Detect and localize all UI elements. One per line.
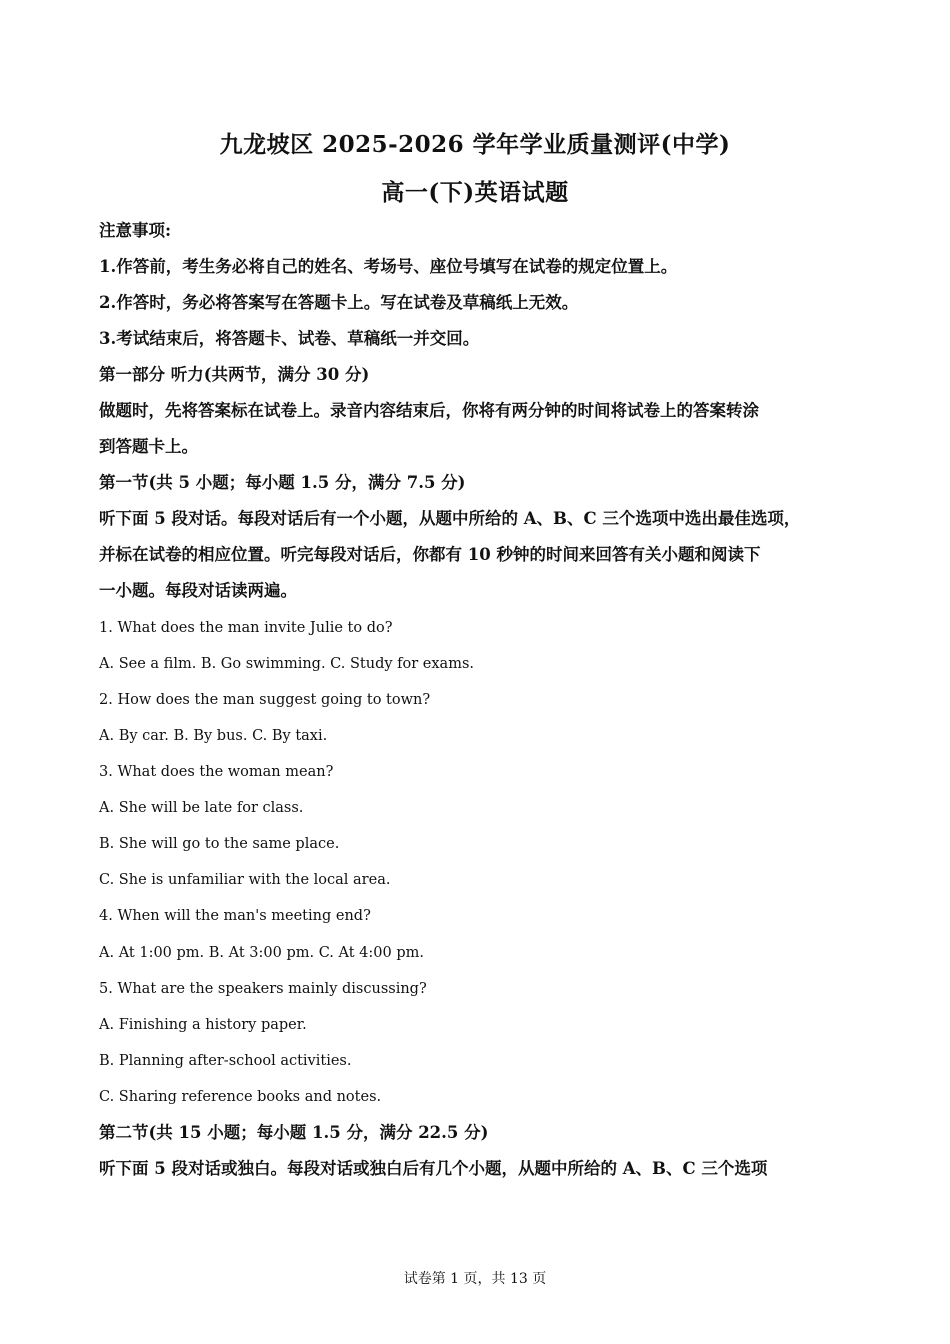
question-options: A. By car. B. By bus. C. By taxi. [99,728,328,744]
section1-heading: 第一节(共 5 小题；每小题 1.5 分，满分 7.5 分) [99,473,466,492]
part1-heading: 第一部分 听力(共两节，满分 30 分) [99,365,370,384]
question-option: C. She is unfamiliar with the local area. [99,872,391,888]
exam-subtitle: 高一(下)英语试题 [381,179,569,206]
question-text: 1. What does the man invite Julie to do? [99,620,393,636]
section2-intro: 听下面 5 段对话或独白。每段对话或独白后有几个小题，从题中所给的 A、B、C 三个选项 [99,1159,768,1178]
notes-heading: 注意事项: [99,221,172,240]
section2-heading: 第二节(共 15 小题；每小题 1.5 分，满分 22.5 分) [99,1123,489,1142]
question-option: B. She will go to the same place. [99,836,340,852]
question-text: 3. What does the woman mean? [99,764,334,780]
note-item: 3.考试结束后，将答题卡、试卷、草稿纸一并交回。 [99,329,480,348]
section1-intro: 并标在试卷的相应位置。听完每段对话后，你都有 10 秒钟的时间来回答有关小题和阅读下 [99,545,761,564]
question-text: 5. What are the speakers mainly discussing? [99,981,427,997]
note-item: 2.作答时，务必将答案写在答题卡上。写在试卷及草稿纸上无效。 [99,293,579,312]
question-text: 2. How does the man suggest going to town? [99,692,431,708]
question-option: B. Planning after-school activities. [99,1053,352,1069]
question-option: C. Sharing reference books and notes. [99,1089,382,1105]
exam-title: 九龙坡区 2025-2026 学年学业质量测评(中学) [219,131,731,158]
question-option: A. She will be late for class. [99,800,304,816]
question-option: A. Finishing a history paper. [99,1017,307,1033]
question-options: A. See a film. B. Go swimming. C. Study for exams. [99,656,475,672]
part1-intro: 到答题卡上。 [99,437,198,456]
question-text: 4. When will the man's meeting end? [99,908,371,924]
page-footer: 试卷第 1 页，共 13 页 [403,1271,547,1287]
question-options: A. At 1:00 pm. B. At 3:00 pm. C. At 4:00 pm. [99,945,424,961]
note-item: 1.作答前，考生务必将自己的姓名、考场号、座位号填写在试卷的规定位置上。 [99,257,678,276]
section1-intro: 听下面 5 段对话。每段对话后有一个小题，从题中所给的 A、B、C 三个选项中选出最佳选项， [99,509,801,528]
part1-intro: 做题时，先将答案标在试卷上。录音内容结束后，你将有两分钟的时间将试卷上的答案转涂 [99,401,759,420]
section1-intro: 一小题。每段对话读两遍。 [99,581,297,600]
